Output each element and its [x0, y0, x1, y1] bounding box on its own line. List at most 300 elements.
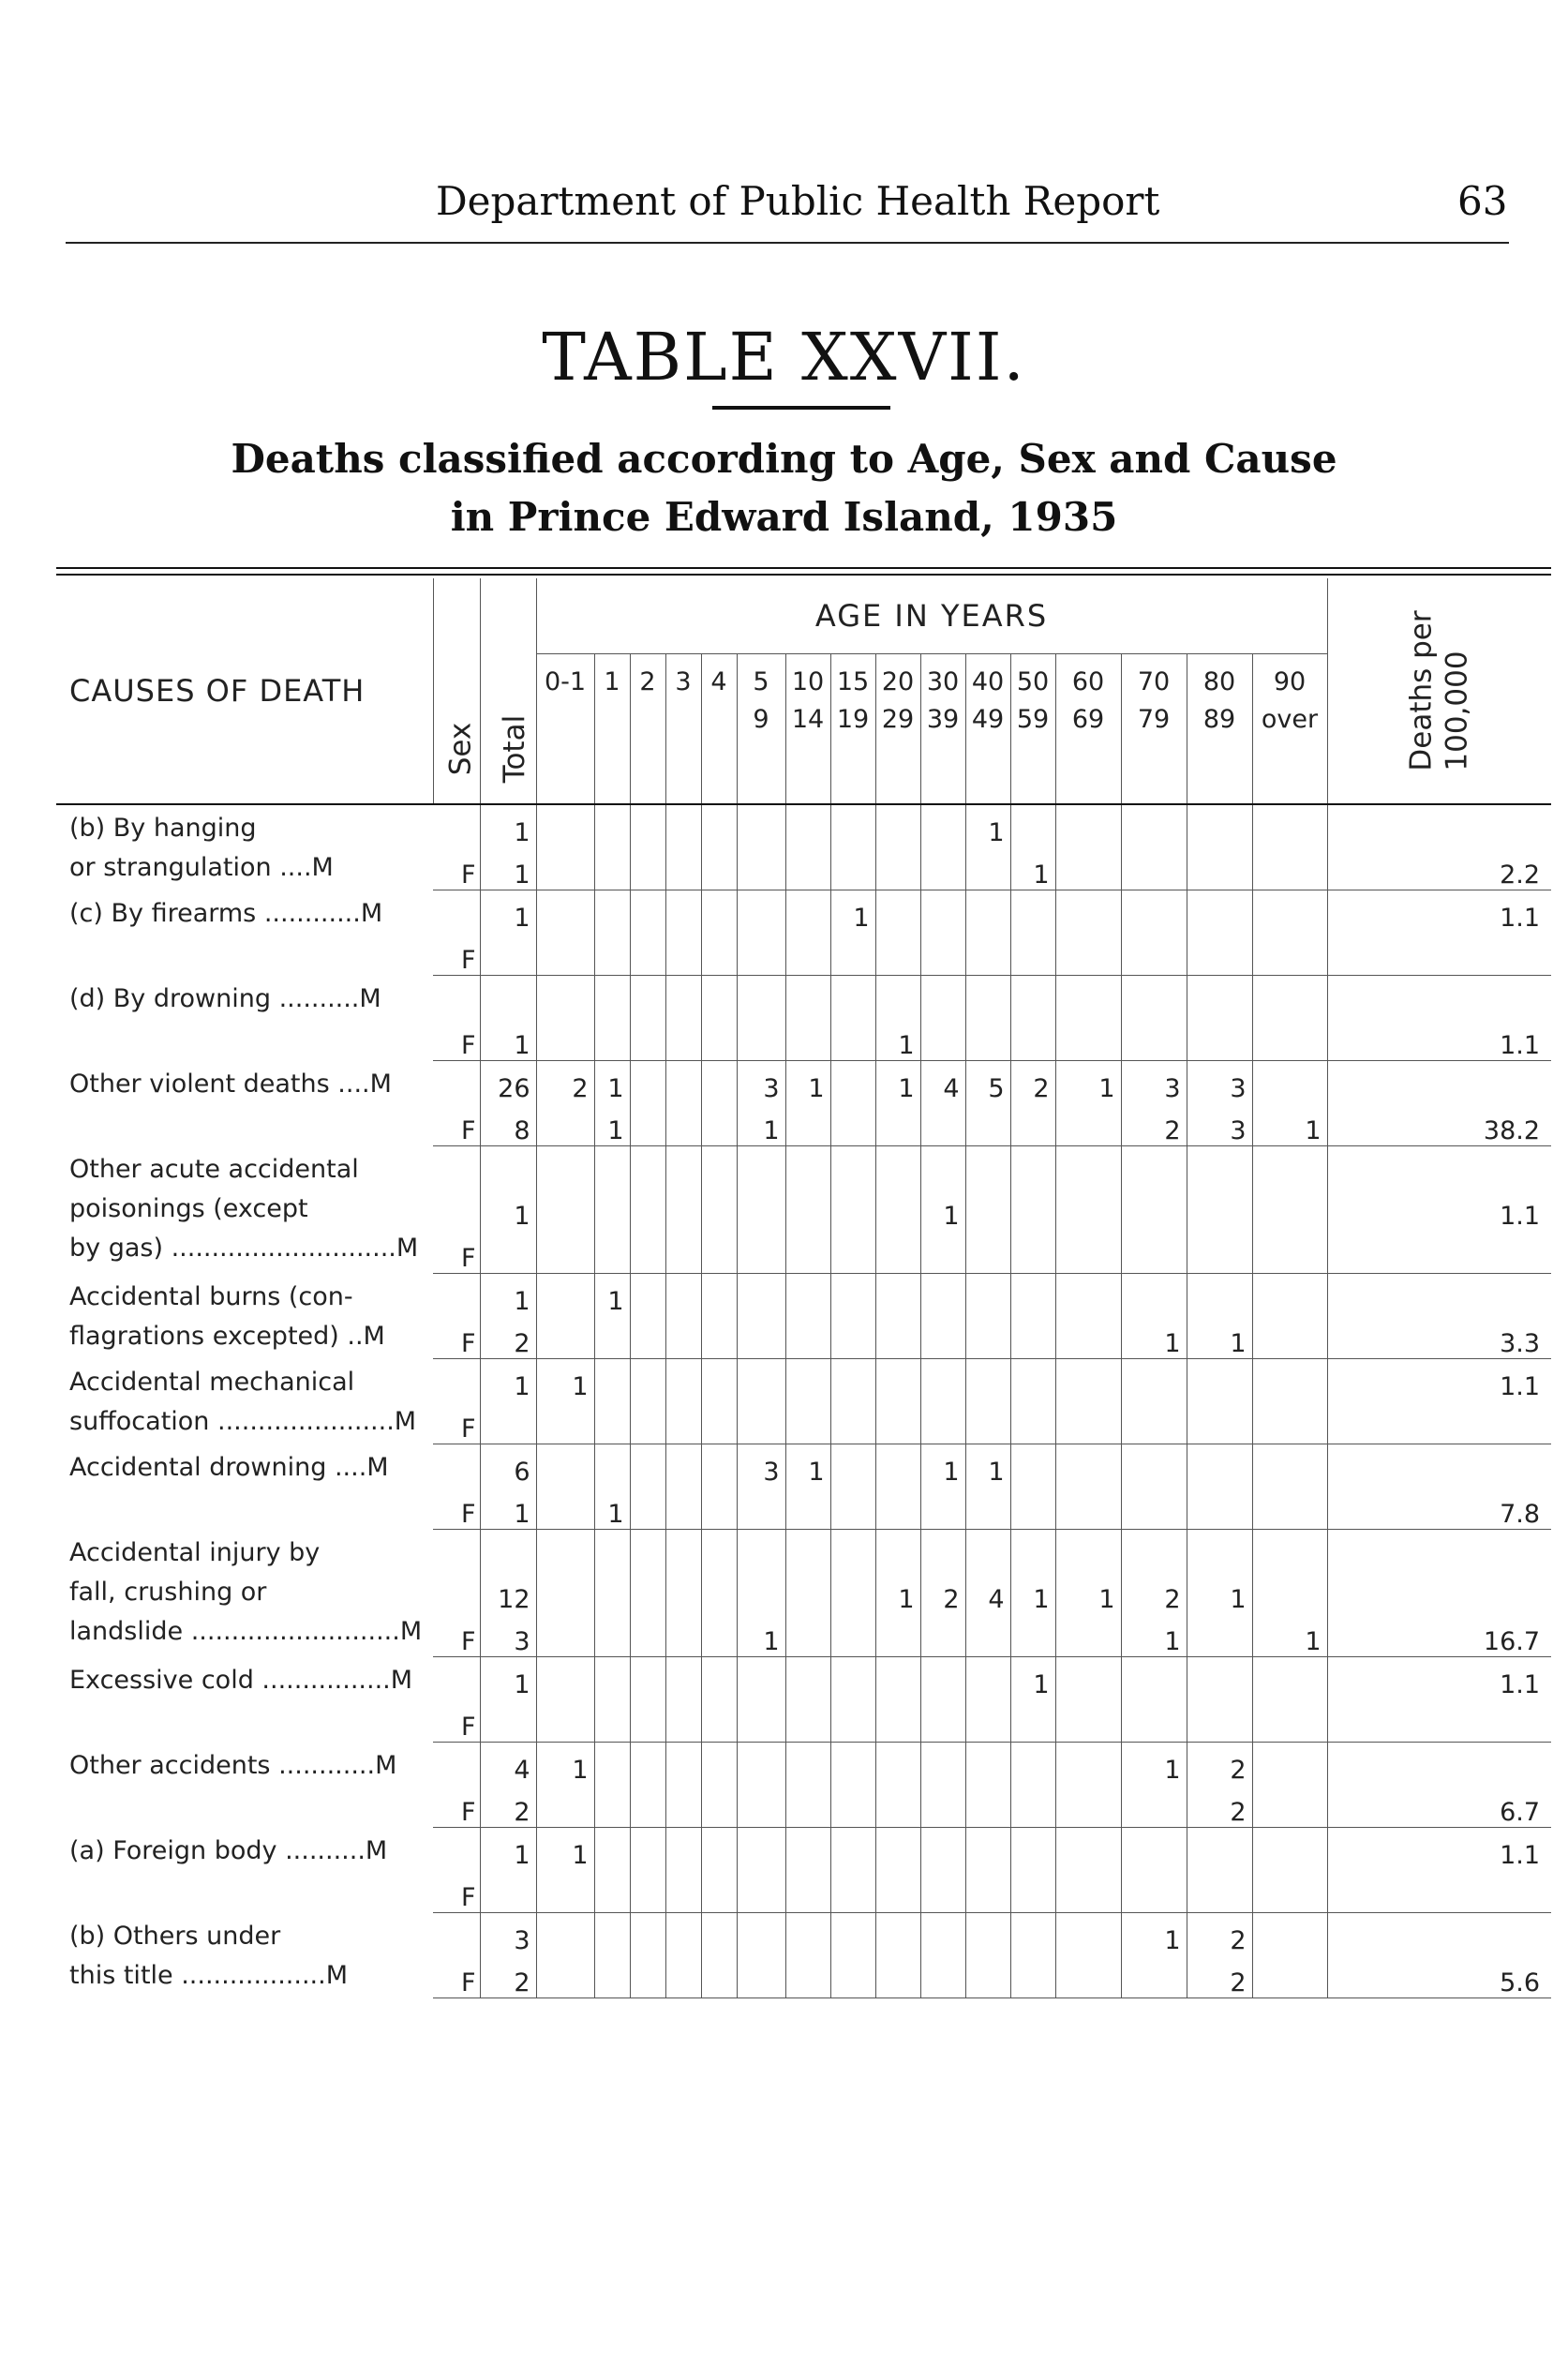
age-value-cell — [1055, 1743, 1121, 1786]
age-value-cell — [875, 1913, 920, 1956]
age-value-cell — [920, 1231, 965, 1274]
deaths-table — [56, 578, 1551, 1998]
age-value-cell: 1 — [737, 1103, 785, 1146]
age-column-header — [1121, 654, 1187, 805]
sex-cell — [433, 1913, 480, 1956]
age-value-cell — [536, 804, 594, 847]
age-value-cell — [1010, 1487, 1055, 1530]
age-value-cell — [1010, 804, 1055, 847]
age-value-cell — [965, 1359, 1010, 1402]
age-value-cell — [1252, 1743, 1327, 1786]
age-value-cell — [920, 1614, 965, 1657]
total-cell — [480, 933, 536, 976]
cause-line: landslide ..........................M — [69, 1616, 423, 1646]
age-value-cell — [875, 1828, 920, 1871]
total-cell: 3 — [480, 1913, 536, 1956]
sex-cell — [433, 1828, 480, 1871]
age-value-cell — [830, 1274, 875, 1317]
age-value-cell — [737, 1743, 785, 1786]
table-row — [56, 804, 1551, 847]
age-value-cell — [830, 1743, 875, 1786]
age-column-bottom: over — [1261, 705, 1319, 734]
age-value-cell — [875, 1231, 920, 1274]
age-value-cell — [1187, 1699, 1252, 1743]
age-value-cell — [630, 1743, 665, 1786]
age-value-cell — [536, 1870, 594, 1913]
age-value-cell — [737, 1785, 785, 1828]
age-value-cell — [875, 1444, 920, 1488]
cause-line: suffocation ......................M — [69, 1406, 417, 1436]
age-value-cell — [830, 847, 875, 890]
total-cell: 8 — [480, 1103, 536, 1146]
age-value-cell — [785, 1274, 830, 1317]
age-value-cell — [1010, 1146, 1055, 1232]
age-value-cell — [965, 890, 1010, 934]
header-rate — [1404, 610, 1475, 771]
age-value-cell — [830, 1018, 875, 1061]
age-value-cell — [1055, 1444, 1121, 1488]
age-value-cell — [1121, 1274, 1187, 1317]
age-value-cell — [920, 1401, 965, 1444]
age-value-cell — [1187, 1444, 1252, 1488]
age-value-cell: 2 — [1187, 1785, 1252, 1828]
rate-cell — [1327, 1870, 1551, 1913]
age-value-cell — [665, 1401, 701, 1444]
age-column-header — [785, 654, 830, 805]
age-value-cell — [875, 1316, 920, 1359]
age-value-cell — [594, 1444, 630, 1488]
age-value-cell — [875, 1785, 920, 1828]
total-cell: 1 — [480, 1274, 536, 1317]
total-cell: 6 — [480, 1444, 536, 1488]
age-value-cell — [701, 1231, 737, 1274]
age-value-cell — [536, 1444, 594, 1488]
age-value-cell — [536, 1955, 594, 1998]
age-value-cell: 1 — [1121, 1913, 1187, 1956]
header-total: Total — [497, 714, 531, 784]
cause-cell — [56, 1530, 433, 1657]
age-value-cell — [1187, 1274, 1252, 1317]
age-value-cell: 1 — [1010, 1657, 1055, 1700]
rate-cell: 38.2 — [1327, 1103, 1551, 1146]
age-value-cell — [1055, 1103, 1121, 1146]
rate-cell — [1327, 1061, 1551, 1104]
age-value-cell — [965, 1699, 1010, 1743]
age-value-cell — [594, 976, 630, 1019]
header-rate-line-2: 100,000 — [1440, 651, 1474, 771]
age-column-header — [737, 654, 785, 805]
rate-cell — [1327, 1444, 1551, 1488]
age-column-top: 40 — [971, 667, 1005, 696]
sex-cell: F — [433, 1955, 480, 1998]
age-value-cell — [630, 1444, 665, 1488]
age-value-cell — [1121, 1487, 1187, 1530]
age-column-top: 1 — [604, 667, 620, 696]
age-value-cell — [785, 1103, 830, 1146]
age-column-bottom: 39 — [926, 705, 960, 734]
age-value-cell — [665, 804, 701, 847]
age-value-cell — [1187, 1018, 1252, 1061]
age-value-cell — [830, 1657, 875, 1700]
table-row — [56, 976, 1551, 1019]
sex-cell: F — [433, 1018, 480, 1061]
total-cell: 1 — [480, 1657, 536, 1700]
age-value-cell — [701, 890, 737, 934]
age-value-cell — [701, 1274, 737, 1317]
rate-cell: 1.1 — [1327, 1359, 1551, 1402]
cause-cell — [56, 1828, 433, 1913]
age-value-cell — [1010, 1444, 1055, 1488]
age-value-cell — [1121, 933, 1187, 976]
sex-cell: F — [433, 1103, 480, 1146]
age-value-cell — [737, 1955, 785, 1998]
age-value-cell — [830, 1231, 875, 1274]
age-value-cell — [701, 1699, 737, 1743]
age-value-cell — [594, 1913, 630, 1956]
age-value-cell — [920, 976, 965, 1019]
total-cell: 2 — [480, 1316, 536, 1359]
age-value-cell — [1055, 1316, 1121, 1359]
age-value-cell — [536, 1274, 594, 1317]
age-value-cell — [1055, 1274, 1121, 1317]
age-value-cell — [965, 1103, 1010, 1146]
age-value-cell — [920, 1018, 965, 1061]
age-value-cell — [1121, 804, 1187, 847]
age-value-cell — [701, 1955, 737, 1998]
age-value-cell — [665, 1146, 701, 1232]
age-value-cell — [1055, 1657, 1121, 1700]
age-value-cell — [594, 1146, 630, 1232]
age-value-cell — [737, 1146, 785, 1232]
age-column-header — [920, 654, 965, 805]
age-value-cell — [830, 1828, 875, 1871]
age-value-cell — [1055, 933, 1121, 976]
age-value-cell — [665, 1614, 701, 1657]
age-column-header — [1252, 654, 1327, 805]
age-value-cell — [920, 1828, 965, 1871]
age-value-cell — [665, 1870, 701, 1913]
age-value-cell — [785, 1955, 830, 1998]
age-value-cell: 1 — [920, 1146, 965, 1232]
age-value-cell — [1252, 1401, 1327, 1444]
age-value-cell — [965, 1487, 1010, 1530]
age-value-cell — [965, 847, 1010, 890]
age-value-cell — [785, 976, 830, 1019]
age-value-cell — [1187, 804, 1252, 847]
age-value-cell — [1121, 1657, 1187, 1700]
age-value-cell — [1121, 1444, 1187, 1488]
age-value-cell — [630, 804, 665, 847]
age-value-cell — [830, 1487, 875, 1530]
age-value-cell — [875, 1359, 920, 1402]
cause-cell — [56, 1146, 433, 1274]
age-value-cell — [1010, 1274, 1055, 1317]
age-value-cell — [737, 1018, 785, 1061]
age-value-cell — [737, 1657, 785, 1700]
age-value-cell — [785, 1530, 830, 1615]
age-value-cell — [1252, 1061, 1327, 1104]
age-column-top: 60 — [1071, 667, 1105, 696]
table-title: TABLE XXVII. — [542, 319, 1026, 396]
age-value-cell — [630, 1061, 665, 1104]
age-value-cell — [1055, 1785, 1121, 1828]
age-value-cell — [630, 1657, 665, 1700]
sex-cell — [433, 1743, 480, 1786]
cause-line: Accidental mechanical — [69, 1367, 355, 1397]
age-value-cell — [965, 1657, 1010, 1700]
cause-cell — [56, 804, 433, 890]
age-value-cell — [665, 1487, 701, 1530]
age-value-cell — [737, 804, 785, 847]
age-value-cell — [965, 1018, 1010, 1061]
age-value-cell — [701, 1614, 737, 1657]
age-column-header — [1187, 654, 1252, 805]
age-value-cell — [1010, 1743, 1055, 1786]
age-value-cell — [594, 933, 630, 976]
age-value-cell — [536, 1913, 594, 1956]
age-value-cell — [1252, 976, 1327, 1019]
cause-line: flagrations excepted) ..M — [69, 1321, 385, 1351]
header-rule — [66, 242, 1509, 244]
age-value-cell: 1 — [875, 1530, 920, 1615]
age-value-cell — [701, 1316, 737, 1359]
cause-line: Other acute accidental — [69, 1154, 359, 1184]
age-value-cell — [665, 1657, 701, 1700]
age-value-cell — [630, 1913, 665, 1956]
total-cell — [480, 1231, 536, 1274]
age-value-cell — [665, 1103, 701, 1146]
age-value-cell — [1187, 1870, 1252, 1913]
age-value-cell — [665, 1018, 701, 1061]
age-value-cell — [701, 1103, 737, 1146]
age-value-cell — [1252, 1699, 1327, 1743]
age-value-cell — [875, 1614, 920, 1657]
age-value-cell — [920, 890, 965, 934]
age-value-cell — [875, 1146, 920, 1232]
age-value-cell — [830, 1614, 875, 1657]
age-value-cell — [665, 1743, 701, 1786]
age-value-cell — [536, 1487, 594, 1530]
age-value-cell — [665, 890, 701, 934]
age-value-cell — [1010, 1614, 1055, 1657]
age-value-cell — [536, 933, 594, 976]
age-value-cell: 1 — [1121, 1316, 1187, 1359]
age-value-cell — [1010, 1231, 1055, 1274]
age-value-cell: 1 — [1187, 1316, 1252, 1359]
age-value-cell — [737, 847, 785, 890]
age-value-cell — [1121, 1785, 1187, 1828]
age-value-cell — [665, 1785, 701, 1828]
age-value-cell — [875, 1103, 920, 1146]
age-column-top: 90 — [1273, 667, 1307, 696]
age-column-bottom: 59 — [1016, 705, 1050, 734]
age-value-cell: 3 — [737, 1444, 785, 1488]
age-value-cell — [830, 1913, 875, 1956]
age-value-cell — [737, 1530, 785, 1615]
age-value-cell — [701, 1359, 737, 1402]
age-value-cell — [1055, 1359, 1121, 1402]
age-value-cell — [665, 1828, 701, 1871]
rate-cell: 1.1 — [1327, 890, 1551, 934]
rate-cell: 1.1 — [1327, 1146, 1551, 1232]
header-causes: CAUSES OF DEATH — [56, 578, 433, 804]
sex-cell — [433, 890, 480, 934]
header-total-cell — [480, 578, 536, 804]
rate-cell: 6.7 — [1327, 1785, 1551, 1828]
cause-cell — [56, 1657, 433, 1743]
age-value-cell — [594, 890, 630, 934]
age-value-cell — [875, 847, 920, 890]
age-value-cell — [630, 933, 665, 976]
age-value-cell — [1252, 1657, 1327, 1700]
age-value-cell — [875, 1699, 920, 1743]
age-value-cell — [536, 1530, 594, 1615]
age-column-header — [665, 654, 701, 805]
age-value-cell: 1 — [1010, 1530, 1055, 1615]
age-value-cell: 1 — [594, 1487, 630, 1530]
age-value-cell — [785, 1743, 830, 1786]
age-value-cell — [630, 1231, 665, 1274]
rate-cell — [1327, 1743, 1551, 1786]
age-value-cell — [785, 1657, 830, 1700]
total-cell — [480, 976, 536, 1019]
sex-cell: F — [433, 1785, 480, 1828]
age-value-cell — [594, 1828, 630, 1871]
age-value-cell — [737, 1699, 785, 1743]
age-value-cell — [830, 933, 875, 976]
age-value-cell — [1252, 1274, 1327, 1317]
rate-cell: 16.7 — [1327, 1614, 1551, 1657]
sex-cell: F — [433, 1614, 480, 1657]
age-value-cell — [737, 1316, 785, 1359]
age-value-cell — [594, 1955, 630, 1998]
age-value-cell — [630, 1018, 665, 1061]
age-value-cell: 1 — [1055, 1061, 1121, 1104]
age-value-cell — [830, 1316, 875, 1359]
age-value-cell — [1055, 804, 1121, 847]
age-value-cell — [630, 1828, 665, 1871]
rate-cell: 7.8 — [1327, 1487, 1551, 1530]
total-cell: 2 — [480, 1955, 536, 1998]
sex-cell: F — [433, 1231, 480, 1274]
age-value-cell — [665, 1955, 701, 1998]
age-value-cell — [630, 890, 665, 934]
age-value-cell: 2 — [1121, 1530, 1187, 1615]
age-value-cell — [875, 1274, 920, 1317]
age-value-cell — [1252, 1487, 1327, 1530]
cause-cell — [56, 890, 433, 976]
age-value-cell — [630, 1359, 665, 1402]
cause-cell — [56, 1913, 433, 1998]
age-value-cell: 1 — [965, 804, 1010, 847]
age-value-cell — [830, 1401, 875, 1444]
age-value-cell — [594, 1699, 630, 1743]
age-value-cell — [701, 1785, 737, 1828]
age-value-cell — [1187, 933, 1252, 976]
total-cell: 2 — [480, 1785, 536, 1828]
age-value-cell — [1121, 1359, 1187, 1402]
age-value-cell: 2 — [536, 1061, 594, 1104]
age-value-cell — [1187, 1146, 1252, 1232]
sex-cell: F — [433, 933, 480, 976]
rate-cell: 3.3 — [1327, 1316, 1551, 1359]
age-column-top: 50 — [1016, 667, 1050, 696]
age-value-cell: 3 — [737, 1061, 785, 1104]
age-value-cell — [665, 847, 701, 890]
sex-cell — [433, 1359, 480, 1402]
age-value-cell — [594, 1743, 630, 1786]
age-value-cell: 1 — [594, 1274, 630, 1317]
age-value-cell — [536, 890, 594, 934]
age-column-header — [830, 654, 875, 805]
age-value-cell — [785, 1359, 830, 1402]
cause-line: fall, crushing or — [69, 1577, 267, 1607]
age-value-cell: 4 — [965, 1530, 1010, 1615]
header-sex-cell — [433, 578, 480, 804]
age-value-cell — [594, 1870, 630, 1913]
age-value-cell: 1 — [594, 1061, 630, 1104]
age-value-cell — [965, 1274, 1010, 1317]
age-column-header — [875, 654, 920, 805]
age-value-cell — [785, 1785, 830, 1828]
age-value-cell: 1 — [875, 1061, 920, 1104]
age-value-cell — [737, 1828, 785, 1871]
table-row — [56, 1743, 1551, 1786]
age-column-bottom: 79 — [1137, 705, 1171, 734]
age-value-cell — [1252, 1231, 1327, 1274]
age-value-cell — [536, 1614, 594, 1657]
age-value-cell — [1055, 1018, 1121, 1061]
age-value-cell — [701, 1146, 737, 1232]
age-value-cell: 1 — [1187, 1530, 1252, 1615]
rate-cell: 2.2 — [1327, 847, 1551, 890]
table-row — [56, 1444, 1551, 1488]
rate-cell — [1327, 1401, 1551, 1444]
age-value-cell — [1010, 890, 1055, 934]
age-value-cell — [1055, 1231, 1121, 1274]
age-value-cell — [630, 1530, 665, 1615]
age-value-cell — [594, 1018, 630, 1061]
age-value-cell: 3 — [1187, 1061, 1252, 1104]
age-value-cell — [920, 933, 965, 976]
age-value-cell — [536, 1401, 594, 1444]
age-column-top: 3 — [675, 667, 692, 696]
age-column-header — [1010, 654, 1055, 805]
cause-line: by gas) ............................M — [69, 1233, 419, 1263]
cause-line: (b) Others under — [69, 1921, 281, 1951]
age-value-cell — [737, 1274, 785, 1317]
age-column-header — [1055, 654, 1121, 805]
table-top-rule — [56, 567, 1551, 569]
age-column-header — [630, 654, 665, 805]
age-value-cell — [536, 847, 594, 890]
age-value-cell — [965, 1614, 1010, 1657]
cause-line: or strangulation ....M — [69, 853, 334, 882]
age-value-cell — [1252, 1955, 1327, 1998]
age-value-cell — [1010, 976, 1055, 1019]
age-value-cell — [1010, 1870, 1055, 1913]
age-value-cell — [665, 1316, 701, 1359]
age-value-cell: 1 — [536, 1828, 594, 1871]
sex-cell — [433, 1061, 480, 1104]
title-rule — [712, 406, 890, 410]
age-value-cell — [630, 1785, 665, 1828]
age-value-cell — [965, 1955, 1010, 1998]
age-value-cell — [920, 804, 965, 847]
table-row — [56, 1657, 1551, 1700]
age-value-cell — [536, 1146, 594, 1232]
rate-cell: 1.1 — [1327, 1828, 1551, 1871]
